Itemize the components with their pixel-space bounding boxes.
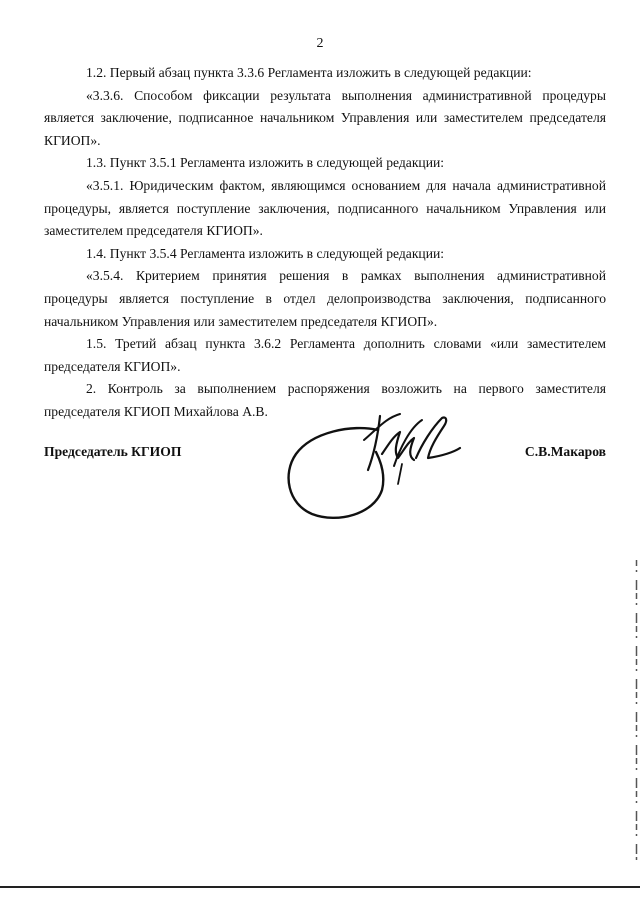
paragraph-3-5-1: «3.5.1. Юридическим фактом, являющимся основанием для начала административной процедуры, является поступление заключения, подписанного начальником Управления или заместителем председателя КГИОП». (44, 177, 606, 239)
paragraph-3-5-4: «3.5.4. Критерием принятия решения в рамках выполнения административной процедуры является поступление в отдел делопроизводства заключения, подписанного начальником Управления или заместителем председателя КГИОП». (44, 268, 606, 329)
paragraph-3-3-6: «3.3.6. Способом фиксации результата выполнения административной процедуры является заключение, подписанное начальником Управления или заместителем председателя КГИОП». (44, 87, 606, 148)
signatory-position: Председатель КГИОП (44, 444, 182, 459)
paragraph-2: 2. Контроль за выполнением распоряжения возложить на первого заместителя председателя КГИОП Михайлова А.В. (44, 381, 606, 419)
paragraph-1-4: 1.4. Пункт 3.5.4 Регламента изложить в следующей редакции: (86, 245, 445, 261)
signatory-name: С.В.Макаров (524, 444, 606, 459)
handwritten-signature (282, 408, 467, 526)
page-number: 2 (316, 36, 324, 51)
document-body (44, 62, 606, 424)
paragraph-1-5: 1.5. Третий абзац пункта 3.6.2 Регламента дополнить словами «или заместителем председателя КГИОП». (44, 336, 606, 374)
paragraph-1-2: 1.2. Первый абзац пункта 3.3.6 Регламента изложить в следующей редакции: (86, 65, 532, 80)
scan-bottom-edge (0, 886, 640, 888)
paragraph-1-3: 1.3. Пункт 3.5.1 Регламента изложить в следующей редакции: (86, 155, 445, 171)
scan-edge-mark (635, 560, 638, 860)
